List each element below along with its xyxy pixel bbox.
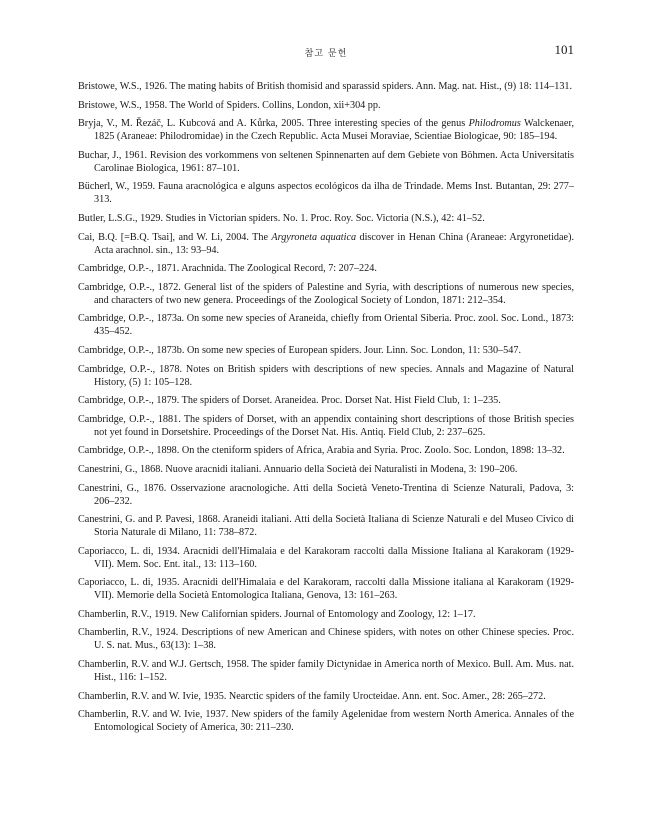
reference-text: Canestrini, G., 1876. Osservazione aracnologiche. Atti della Società Veneto-Trentina di Scienze Naturali, Padova, 3: 206–232. bbox=[78, 482, 574, 507]
reference-entry bbox=[78, 626, 574, 652]
reference-entry bbox=[78, 513, 574, 539]
reference-entry bbox=[78, 117, 574, 143]
reference-italic-taxon: Philodromus bbox=[468, 118, 521, 130]
reference-entry bbox=[78, 212, 574, 225]
reference-text: Cambridge, O.P.-., 1872. General list of the spiders of Palestine and Syria, with descriptions of numerous new species, and characters of two new genera. Proceedings of the Zoological Society of London, 1871: 212–354. bbox=[78, 281, 574, 306]
reference-text: Cambridge, O.P.-., 1871. Arachnida. The Zoological Record, 7: 207–224. bbox=[78, 263, 377, 275]
reference-entry bbox=[78, 690, 574, 703]
reference-entry bbox=[78, 576, 574, 602]
reference-text: Cambridge, O.P.-., 1873a. On some new species of Araneida, chiefly from Oriental Siberia. Proc. zool. Soc. Lond., 1873: 435–452. bbox=[78, 313, 574, 338]
reference-text: Bryja, V., M. Řezáč, L. Kubcová and A. Kůrka, 2005. Three interesting species of the genus bbox=[78, 118, 469, 130]
reference-text-continued: discover in Henan China (Araneae: Argyronetidae). Acta arachnol. sin., 13: 93–94. bbox=[94, 231, 575, 256]
reference-list bbox=[78, 80, 574, 740]
reference-entry bbox=[78, 545, 574, 571]
reference-entry bbox=[78, 394, 574, 407]
reference-text: Bristowe, W.S., 1926. The mating habits of British thomisid and sparassid spiders. Ann. Mag. nat. Hist., (9) 18: 114–131. bbox=[78, 81, 573, 92]
reference-entry bbox=[78, 231, 574, 257]
reference-text: Chamberlin, R.V. and W. Ivie, 1937. New spiders of the family Agelenidae from western North America. Annales of the Entomological Society of America, 30: 211–230. bbox=[78, 709, 574, 734]
reference-text-continued: Walckenaer, 1825 (Araneae: Philodromidae) in the Czech Republic. Acta Musei Moraviae, Scientiae Biologicae, 90: 185–194. bbox=[94, 118, 574, 143]
reference-entry bbox=[78, 363, 574, 389]
reference-text: Butler, L.S.G., 1929. Studies in Victorian spiders. No. 1. Proc. Roy. Soc. Victoria (N.S.), 42: 41–52. bbox=[78, 212, 485, 224]
reference-italic-taxon: Argyroneta aquatica bbox=[271, 231, 357, 243]
reference-entry bbox=[78, 262, 574, 275]
reference-entry bbox=[78, 658, 574, 684]
reference-text: Buchar, J., 1961. Revision des vorkommens von seltenen Spinnenarten auf dem Gebiete von Böhmen. Acta Universitatis Carolinae Biologica, 1961: 87–101. bbox=[78, 149, 574, 174]
reference-text: Caporiacco, L. di, 1935. Aracnidi dell'Himalaia e del Karakoram, raccolti dalla Missione italiana al Karakoram (1929-VII). Memorie della Società Entomologica Italiana, Genova, 13: 161–263. bbox=[78, 577, 574, 602]
reference-entry bbox=[78, 344, 574, 357]
reference-text: Canestrini, G., 1868. Nuove aracnidi italiani. Annuario della Società dei Naturalisti in Modena, 3: 190–206. bbox=[78, 463, 518, 475]
reference-text: Cambridge, O.P.-., 1898. On the cteniform spiders of Africa, Arabia and Syria. Proc. Zoolo. Soc. London, 1898: 13–32. bbox=[78, 445, 565, 457]
page-number: 101 bbox=[554, 42, 574, 57]
reference-text: Canestrini, G. and P. Pavesi, 1868. Araneidi italiani. Atti della Società Italiana di Scienze Naturali e del Museo Civico di Storia Naturale di Milano, 11: 738–872. bbox=[78, 514, 574, 539]
reference-entry bbox=[78, 312, 574, 338]
reference-text: Cambridge, O.P.-., 1879. The spiders of Dorset. Araneidea. Proc. Dorset Nat. Hist Field Club, 1: 1–235. bbox=[78, 395, 501, 407]
reference-text: Chamberlin, R.V., 1919. New Californian spiders. Journal of Entomology and Zoology, 12: 1–17. bbox=[78, 608, 476, 620]
reference-text: Caporiacco, L. di, 1934. Aracnidi dell'Himalaia e del Karakoram raccolti dalla Missione Italiana al Karakoram (1929-VII). Mem. Soc. Ent. ital., 13: 113–160. bbox=[78, 545, 574, 570]
reference-text: Bücherl, W., 1959. Fauna aracnológica e alguns aspectos ecológicos da ilha de Trindade. Mems Inst. Butantan, 29: 277–313. bbox=[78, 181, 574, 206]
reference-entry bbox=[78, 482, 574, 508]
reference-entry bbox=[78, 608, 574, 621]
reference-entry bbox=[78, 413, 574, 439]
reference-entry bbox=[78, 281, 574, 307]
reference-entry bbox=[78, 149, 574, 175]
page-header bbox=[78, 42, 574, 60]
reference-entry bbox=[78, 80, 574, 93]
reference-entry bbox=[78, 444, 574, 457]
reference-entry bbox=[78, 463, 574, 476]
reference-text: Chamberlin, R.V., 1924. Descriptions of new American and Chinese spiders, with notes on other Chinese species. Proc. U. S. nat. Mus., 63(13): 1–38. bbox=[78, 627, 574, 652]
reference-text: Cambridge, O.P.-., 1881. The spiders of Dorset, with an appendix containing short descriptions of those British species not yet found in Dorsetshire. Proceedings of the Dorset Nat. His. Antiq. Field Club, 2: 237–625. bbox=[78, 413, 574, 438]
reference-text: Cambridge, O.P.-., 1878. Notes on British spiders with descriptions of new species. Annals and Magazine of Natural History, (5) 1: 105–128. bbox=[78, 363, 574, 388]
reference-text: Cambridge, O.P.-., 1873b. On some new species of European spiders. Jour. Linn. Soc. London, 11: 530–547. bbox=[78, 344, 522, 356]
reference-text: Chamberlin, R.V. and W. Ivie, 1935. Nearctic spiders of the family Urocteidae. Ann. ent. Soc. Amer., 28: 265–272. bbox=[78, 690, 546, 702]
reference-text: Bristowe, W.S., 1958. The World of Spiders. Collins, London, xii+304 pp. bbox=[78, 99, 381, 111]
reference-entry bbox=[78, 99, 574, 112]
reference-text: Cai, B.Q. [=B.Q. Tsai], and W. Li, 2004. The bbox=[78, 231, 272, 243]
running-title: 참고 문헌 bbox=[304, 49, 348, 59]
reference-entry bbox=[78, 180, 574, 206]
reference-entry bbox=[78, 708, 574, 734]
reference-text: Chamberlin, R.V. and W.J. Gertsch, 1958. The spider family Dictynidae in America north of Mexico. Bull. Am. Mus. nat. Hist., 116: 1–152. bbox=[78, 659, 574, 684]
